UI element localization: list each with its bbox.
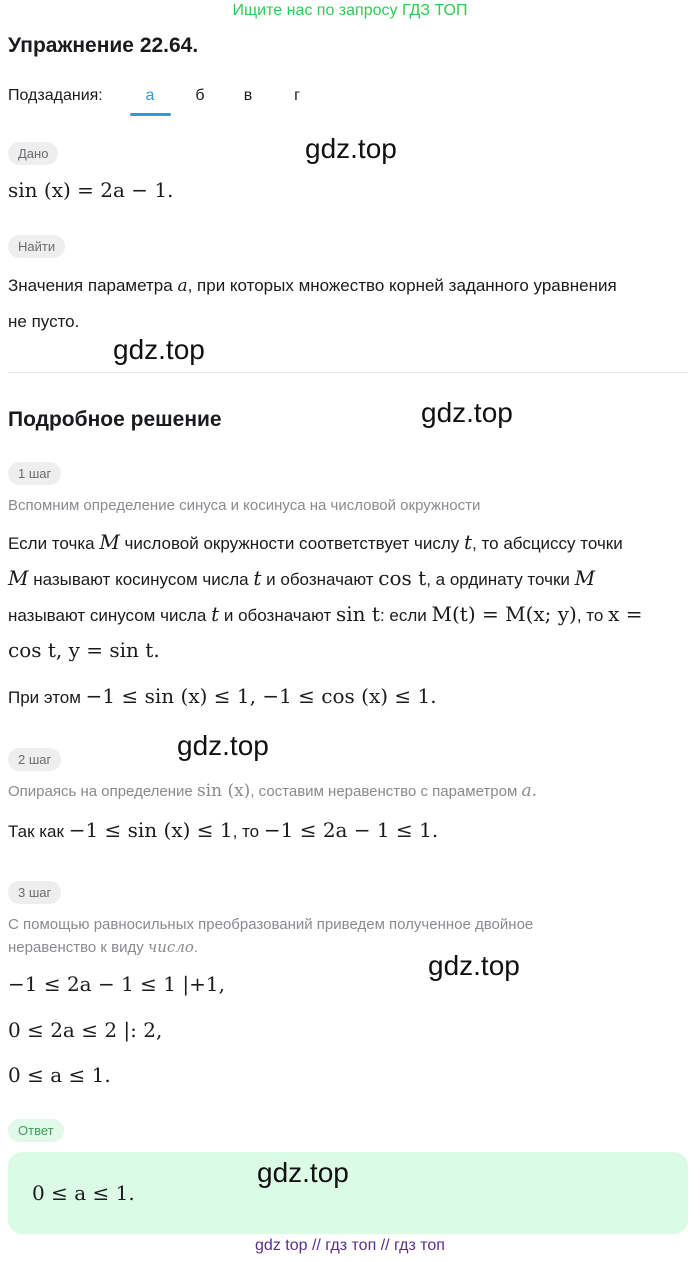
given-badge: Дано: [8, 142, 58, 165]
step3-formula-3: 0 ≤ a ≤ 1.: [8, 1063, 111, 1087]
step2-text: Так как −1 ≤ sin (x) ≤ 1, то −1 ≤ 2a − 1 ≤ 1.: [8, 818, 439, 842]
watermark: gdz.top: [113, 334, 205, 365]
given-formula: sin (x) = 2a − 1.: [8, 178, 174, 202]
active-tab-indicator: [130, 113, 171, 116]
step2-hint: Опираясь на определение sin (x), составим неравенство с параметром a.: [8, 781, 538, 801]
page-title: Упражнение 22.64.: [8, 34, 199, 57]
tab-g[interactable]: г: [294, 87, 300, 104]
step3-formula-1: −1 ≤ 2a − 1 ≤ 1 |+1,: [8, 972, 225, 996]
subtasks-label: Подзадания:: [8, 87, 103, 104]
watermark: gdz.top: [428, 950, 520, 981]
answer-value: 0 ≤ a ≤ 1.: [32, 1181, 135, 1205]
watermark: gdz.top: [305, 133, 397, 164]
tab-b[interactable]: б: [195, 87, 205, 104]
watermark: gdz.top: [177, 730, 269, 761]
find-text: Значения параметра a, при которых множество корней заданного уравнения не пусто.: [8, 276, 617, 331]
step3-badge: 3 шаг: [8, 881, 61, 904]
divider: [8, 372, 688, 373]
step1-text: Если точка M числовой окружности соответствует числу t, то абсциссу точки M называют косинусом числа t и обозначают cos t, а ординату точки M называют синусом числа t и обозначают sin t: если M(t) = M(x; y), то x = cos t, y = sin t.: [8, 530, 643, 662]
tab-v[interactable]: в: [243, 87, 253, 104]
step2-badge: 2 шаг: [8, 748, 61, 771]
answer-badge: Ответ: [8, 1119, 64, 1142]
footer-links[interactable]: gdz top // гдз топ // гдз топ: [255, 1237, 445, 1254]
step1-hint: Вспомним определение синуса и косинуса на числовой окружности: [8, 497, 481, 514]
tab-a[interactable]: а: [145, 87, 155, 104]
watermark: gdz.top: [257, 1157, 349, 1188]
step3-formula-2: 0 ≤ 2a ≤ 2 |: 2,: [8, 1018, 163, 1042]
watermark: gdz.top: [421, 397, 513, 428]
step3-hint: С помощью равносильных преобразований приведем полученное двойное неравенство к виду число.: [8, 916, 534, 956]
top-banner: Ищите нас по запросу ГДЗ ТОП: [232, 2, 468, 19]
solution-title: Подробное решение: [8, 408, 222, 431]
find-badge: Найти: [8, 235, 65, 258]
step1-bounds: При этом −1 ≤ sin (x) ≤ 1, −1 ≤ cos (x) ≤ 1.: [8, 684, 437, 708]
step1-badge: 1 шаг: [8, 462, 61, 485]
